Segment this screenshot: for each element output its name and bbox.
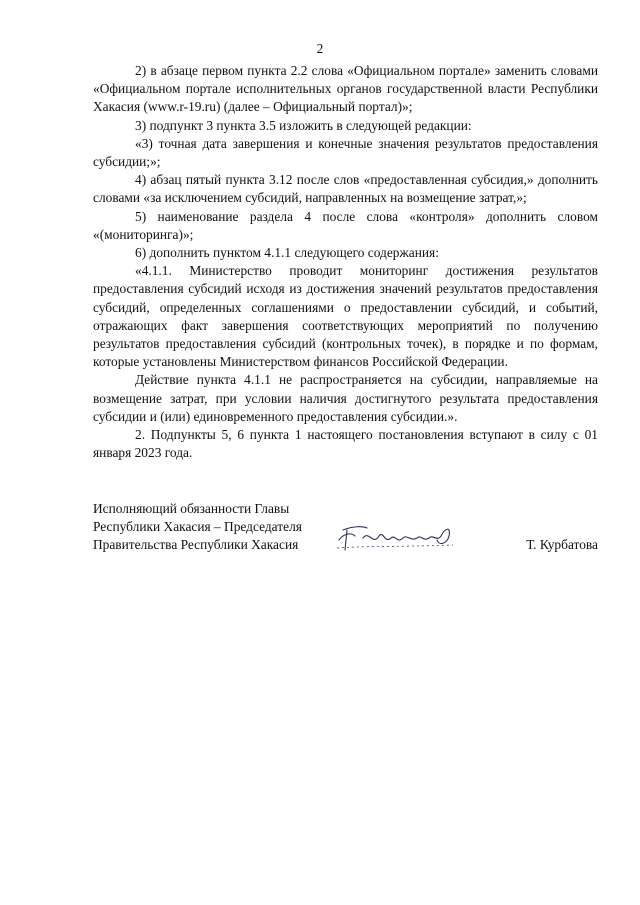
document-body [93, 62, 598, 462]
paragraph-item-5: 5) наименование раздела 4 после слова «контроля» дополнить словом «(мониторинга)»; [93, 208, 598, 242]
signatory-title-line-1: Исполняющий обязанности Главы [93, 501, 290, 516]
paragraph-item-3: 3) подпункт 3 пункта 3.5 изложить в следующей редакции: [135, 117, 472, 133]
signatory-name: Т. Курбатова [526, 537, 598, 552]
paragraph-clause-4-1-1-scope: Действие пункта 4.1.1 не распространяется на субсидии, направляемые на возмещение затрат, при условии наличия достигнутого результата предоставления субсидии и (или) единовременного предоставления субсидии.». [93, 372, 598, 424]
paragraph-clause-4-1-1: «4.1.1. Министерство проводит мониторинг достижения результатов предоставления субсидий исходя из достижения значений результатов предоставления субсидий, определенных соглашениями о предоставлении субсидий, и событий, отражающих факт завершения соответствующих мероприятий по получению результатов предоставления субсидий (контрольных точек), в порядке и по формам, которые установлены Министерством финансов Российской Федерации. [93, 263, 598, 370]
page-number: 2 [316, 41, 324, 56]
paragraph-item-4: 4) абзац пятый пункта 3.12 после слов «предоставленная субсидия,» дополнить словами «за исключением субсидий, направленных на возмещение затрат,»; [93, 172, 598, 206]
paragraph-item-2: 2) в абзаце первом пункта 2.2 слова «Официальном портале» заменить словами «Официальном портале исполнительных органов государственной власти Республики Хакасия (www.r-19.ru) (далее – Официальный портал)»; [93, 63, 598, 115]
signature-block [93, 500, 598, 560]
paragraph-item-6: 6) дополнить пунктом 4.1.1 следующего содержания: [135, 245, 439, 261]
signatory-title-line-2: Республики Хакасия – Председателя [93, 519, 302, 534]
paragraph-quote-3: «3) точная дата завершения и конечные значения результатов предоставления субсидии;»; [93, 135, 598, 170]
handwritten-signature-icon [333, 516, 463, 556]
paragraph-effective-date: 2. Подпункты 5, 6 пункта 1 настоящего постановления вступают в силу с 01 января 2023 года. [93, 427, 598, 461]
signatory-title-line-3: Правительства Республики Хакасия [93, 537, 299, 552]
